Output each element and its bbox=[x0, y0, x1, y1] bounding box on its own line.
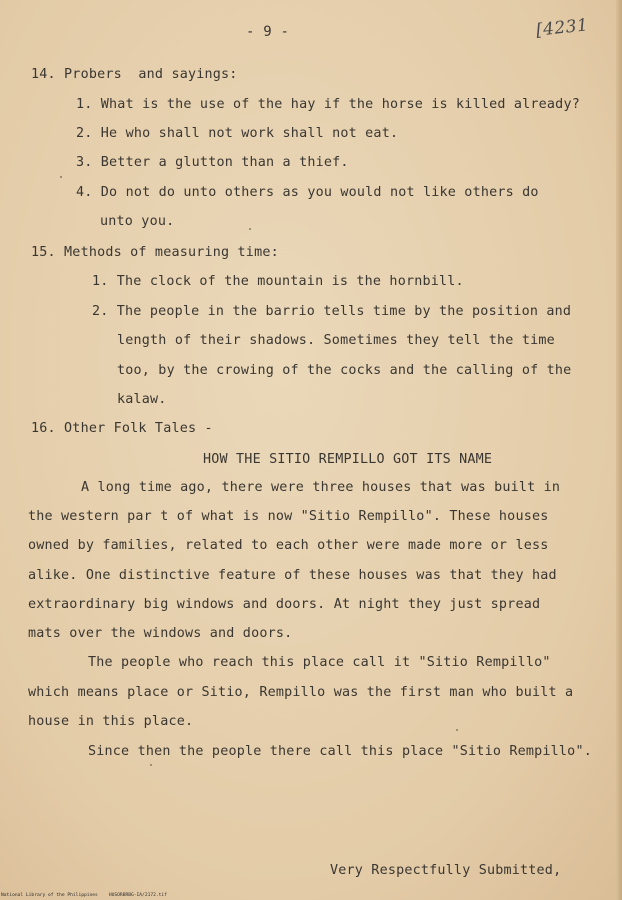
section-heading-proverbs: 14. Probers and sayings: bbox=[31, 67, 238, 82]
list-item: 4. Do not do unto others as you would not like others do bbox=[76, 185, 539, 200]
story-paragraph-line: house in this place. bbox=[28, 714, 194, 729]
section-heading-folk-tales: 16. Other Folk Tales - bbox=[31, 421, 213, 436]
story-paragraph-line: A long time ago, there were three houses that was built in bbox=[81, 480, 561, 495]
scan-speck bbox=[249, 228, 251, 230]
closing-signature: Very Respectfully Submitted, bbox=[330, 863, 562, 878]
list-item: 2. He who shall not work shall not eat. bbox=[76, 126, 399, 141]
story-paragraph-line: extraordinary big windows and doors. At night they just spread bbox=[28, 597, 541, 612]
story-paragraph-line: The people who reach this place call it "Sitio Rempillo" bbox=[88, 655, 551, 670]
story-paragraph-line: alike. One distinctive feature of these houses was that they had bbox=[28, 568, 557, 583]
scan-speck bbox=[456, 729, 458, 731]
scan-speck bbox=[150, 764, 152, 766]
scan-speck bbox=[60, 176, 62, 178]
story-paragraph-line: which means place or Sitio, Rempillo was the first man who built a bbox=[28, 685, 574, 700]
list-item: 1. What is the use of the hay if the horse is killed already? bbox=[76, 97, 580, 112]
story-paragraph-line: mats over the windows and doors. bbox=[28, 626, 293, 641]
handwritten-annotation: [4231 bbox=[535, 15, 590, 41]
section-heading-time: 15. Methods of measuring time: bbox=[31, 245, 279, 260]
scan-footer: National Library of the Philippines HUSORBRBG-IA/2172.tif bbox=[1, 893, 167, 898]
list-item-continuation: length of their shadows. Sometimes they tell the time bbox=[117, 333, 555, 348]
list-item: 3. Better a glutton than a thief. bbox=[76, 155, 349, 170]
list-item: 1. The clock of the mountain is the hornbill. bbox=[92, 274, 464, 289]
page-edge bbox=[616, 0, 622, 900]
story-paragraph-line: owned by families, related to each other were made more or less bbox=[28, 538, 549, 553]
story-paragraph-line: Since then the people there call this place "Sitio Rempillo". bbox=[88, 744, 592, 759]
list-item-continuation: too, by the crowing of the cocks and the calling of the bbox=[117, 363, 572, 378]
list-item-continuation: unto you. bbox=[100, 214, 175, 229]
list-item-continuation: kalaw. bbox=[117, 392, 167, 407]
page-number: - 9 - bbox=[246, 24, 290, 40]
story-title: HOW THE SITIO REMPILLO GOT ITS NAME bbox=[203, 452, 493, 467]
list-item: 2. The people in the barrio tells time by the position and bbox=[92, 304, 572, 319]
story-paragraph-line: the western par t of what is now "Sitio Rempillo". These houses bbox=[28, 509, 549, 524]
